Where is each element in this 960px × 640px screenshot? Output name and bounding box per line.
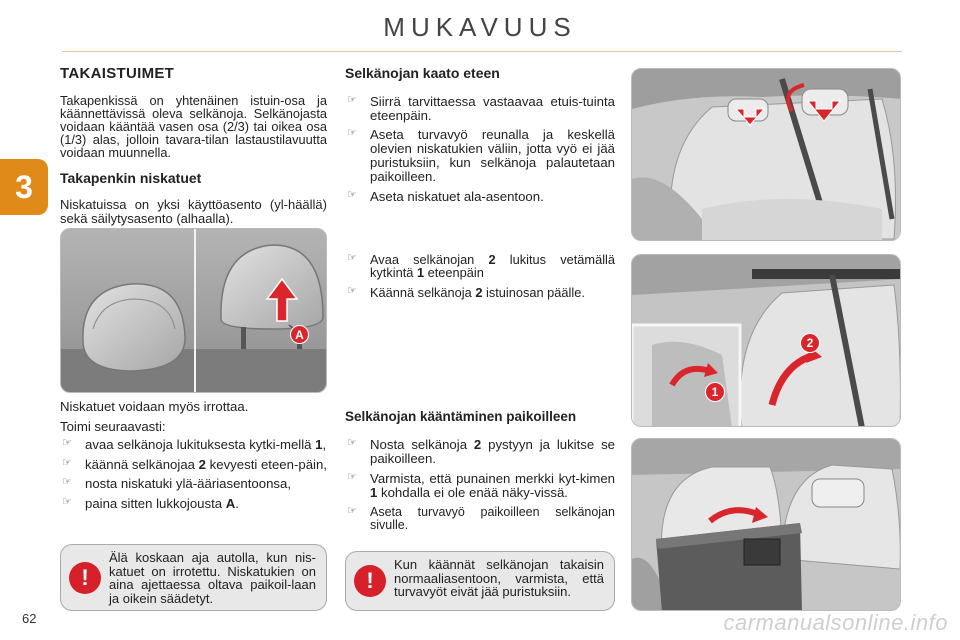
list-item: ☞ Varmista, että punainen merkki kyt-kimen 1 kohdalla ei ole enää näky-vissä. (347, 470, 615, 500)
left-column (60, 66, 327, 226)
list-item: ☞ avaa selkänoja lukituksesta kytki-mellä 1, (62, 436, 327, 452)
return-title: Selkänojan kääntäminen paikoilleen (345, 409, 577, 424)
callout-2: 2 (800, 333, 820, 353)
page-header-title: MUKAVUUS (383, 12, 577, 42)
header-divider (62, 51, 902, 52)
list-item: ☞ Aseta turvavyö paikoilleen selkänojan sivulle. (347, 504, 615, 532)
bullet-arrow-icon: ☞ (62, 496, 72, 509)
unlock-steps-block (345, 253, 615, 305)
bullet-arrow-icon: ☞ (347, 252, 357, 264)
headrest-text: Niskatuissa on yksi käyttöasento (yl-häällä) sekä säilytysasento (alhaalla). (60, 196, 327, 226)
rear-seats-intro: Takapenkissä on yhtenäinen istuin-osa ja käännettävissä oleva selkänoja. Selkänojasta voidaan kääntää vasen osa (2/3) tai oikea osa (1/3) alas, jolloin tavara-tilan lastaustilavuutta voidaan muunnella. (60, 92, 327, 160)
section-title-rear-seats: TAKAISTUIMET (60, 65, 175, 82)
fold-illustration (632, 255, 901, 427)
exclamation-icon: ! (354, 565, 386, 597)
bullet-arrow-icon: ☞ (347, 188, 357, 201)
bullet-arrow-icon: ☞ (347, 284, 357, 297)
warning-text: Kun käännät selkänojan takaisin normaaliasentoon, varmista, että turvavyöt eivät jää puristuksiin. (394, 557, 604, 600)
warning-box-seatbelts (345, 551, 615, 611)
exclamation-icon: ! (69, 562, 101, 594)
bullet-arrow-icon: ☞ (347, 437, 357, 450)
bullet-arrow-icon: ☞ (62, 436, 72, 449)
fold-steps (345, 95, 615, 204)
headrest-removal (60, 400, 327, 517)
return-steps (345, 438, 615, 532)
unlock-steps (345, 253, 615, 299)
bullet-arrow-icon: ☞ (62, 476, 72, 489)
headrest-title: Takapenkin niskatuet (60, 169, 202, 186)
return-illustration (632, 439, 901, 611)
list-item: ☞ paina sitten lukkojousta A. (62, 496, 239, 512)
list-item: ☞ Nosta selkänoja 2 pystyyn ja lukitse se paikoilleen. (347, 437, 615, 467)
steps-intro: Toimi seuraavasti: (60, 418, 166, 434)
bullet-arrow-icon: ☞ (347, 504, 357, 517)
removal-steps (60, 438, 327, 511)
fold-forward-title: Selkänojan kaato eteen (345, 65, 500, 81)
photo-unlock-fold (631, 254, 901, 427)
bullet-arrow-icon: ☞ (347, 127, 357, 140)
page-number: 62 (22, 611, 37, 626)
list-item: ☞ nosta niskatuki ylä-ääriasentoonsa, (62, 476, 291, 492)
warning-text: Älä koskaan aja autolla, kun nis-katuet on irrotettu. Niskatukien on aina ajettaessa oltava paikoil-laan ja oikein säädetyt. (109, 550, 316, 606)
warning-box-headrests (60, 544, 327, 611)
list-item: ☞ Aseta niskatuet ala-asentoon. (347, 188, 544, 204)
bullet-arrow-icon: ☞ (347, 93, 357, 106)
bullet-arrow-icon: ☞ (62, 456, 72, 469)
return-block (345, 410, 615, 538)
middle-column (345, 66, 615, 210)
callout-1: 1 (705, 382, 725, 402)
chapter-tab: 3 (0, 159, 48, 215)
list-item: ☞ Avaa selkänojan 2 lukitus vetämällä kytkintä 1 eteenpäin (347, 252, 616, 281)
list-item: ☞ käännä selkänojaa 2 kevyesti eteen-päin, (62, 456, 327, 472)
list-item: ☞ Aseta turvavyö reunalla ja keskellä olevien niskatukien väliin, jotta vyö ei jää puristuksiin, kun selkänoja palautetaan paikoilleen. (347, 127, 615, 184)
photo-seatback-return (631, 438, 901, 611)
remove-text: Niskatuet voidaan myös irrottaa. (60, 399, 249, 414)
headrest-photo (60, 228, 327, 393)
list-item: ☞ Siirrä tarvittaessa vastaavaa etuis-tuinta eteenpäin. (347, 93, 615, 123)
callout-a: A (290, 325, 309, 344)
bullet-arrow-icon: ☞ (347, 470, 357, 483)
list-item: ☞ Käännä selkänoja 2 istuinosan päälle. (347, 284, 585, 300)
watermark: carmanualsonline.info (723, 610, 948, 635)
headrest-illustration (61, 229, 327, 393)
photo-headrests-lowered (631, 68, 901, 241)
rear-seat-illustration (632, 69, 901, 241)
